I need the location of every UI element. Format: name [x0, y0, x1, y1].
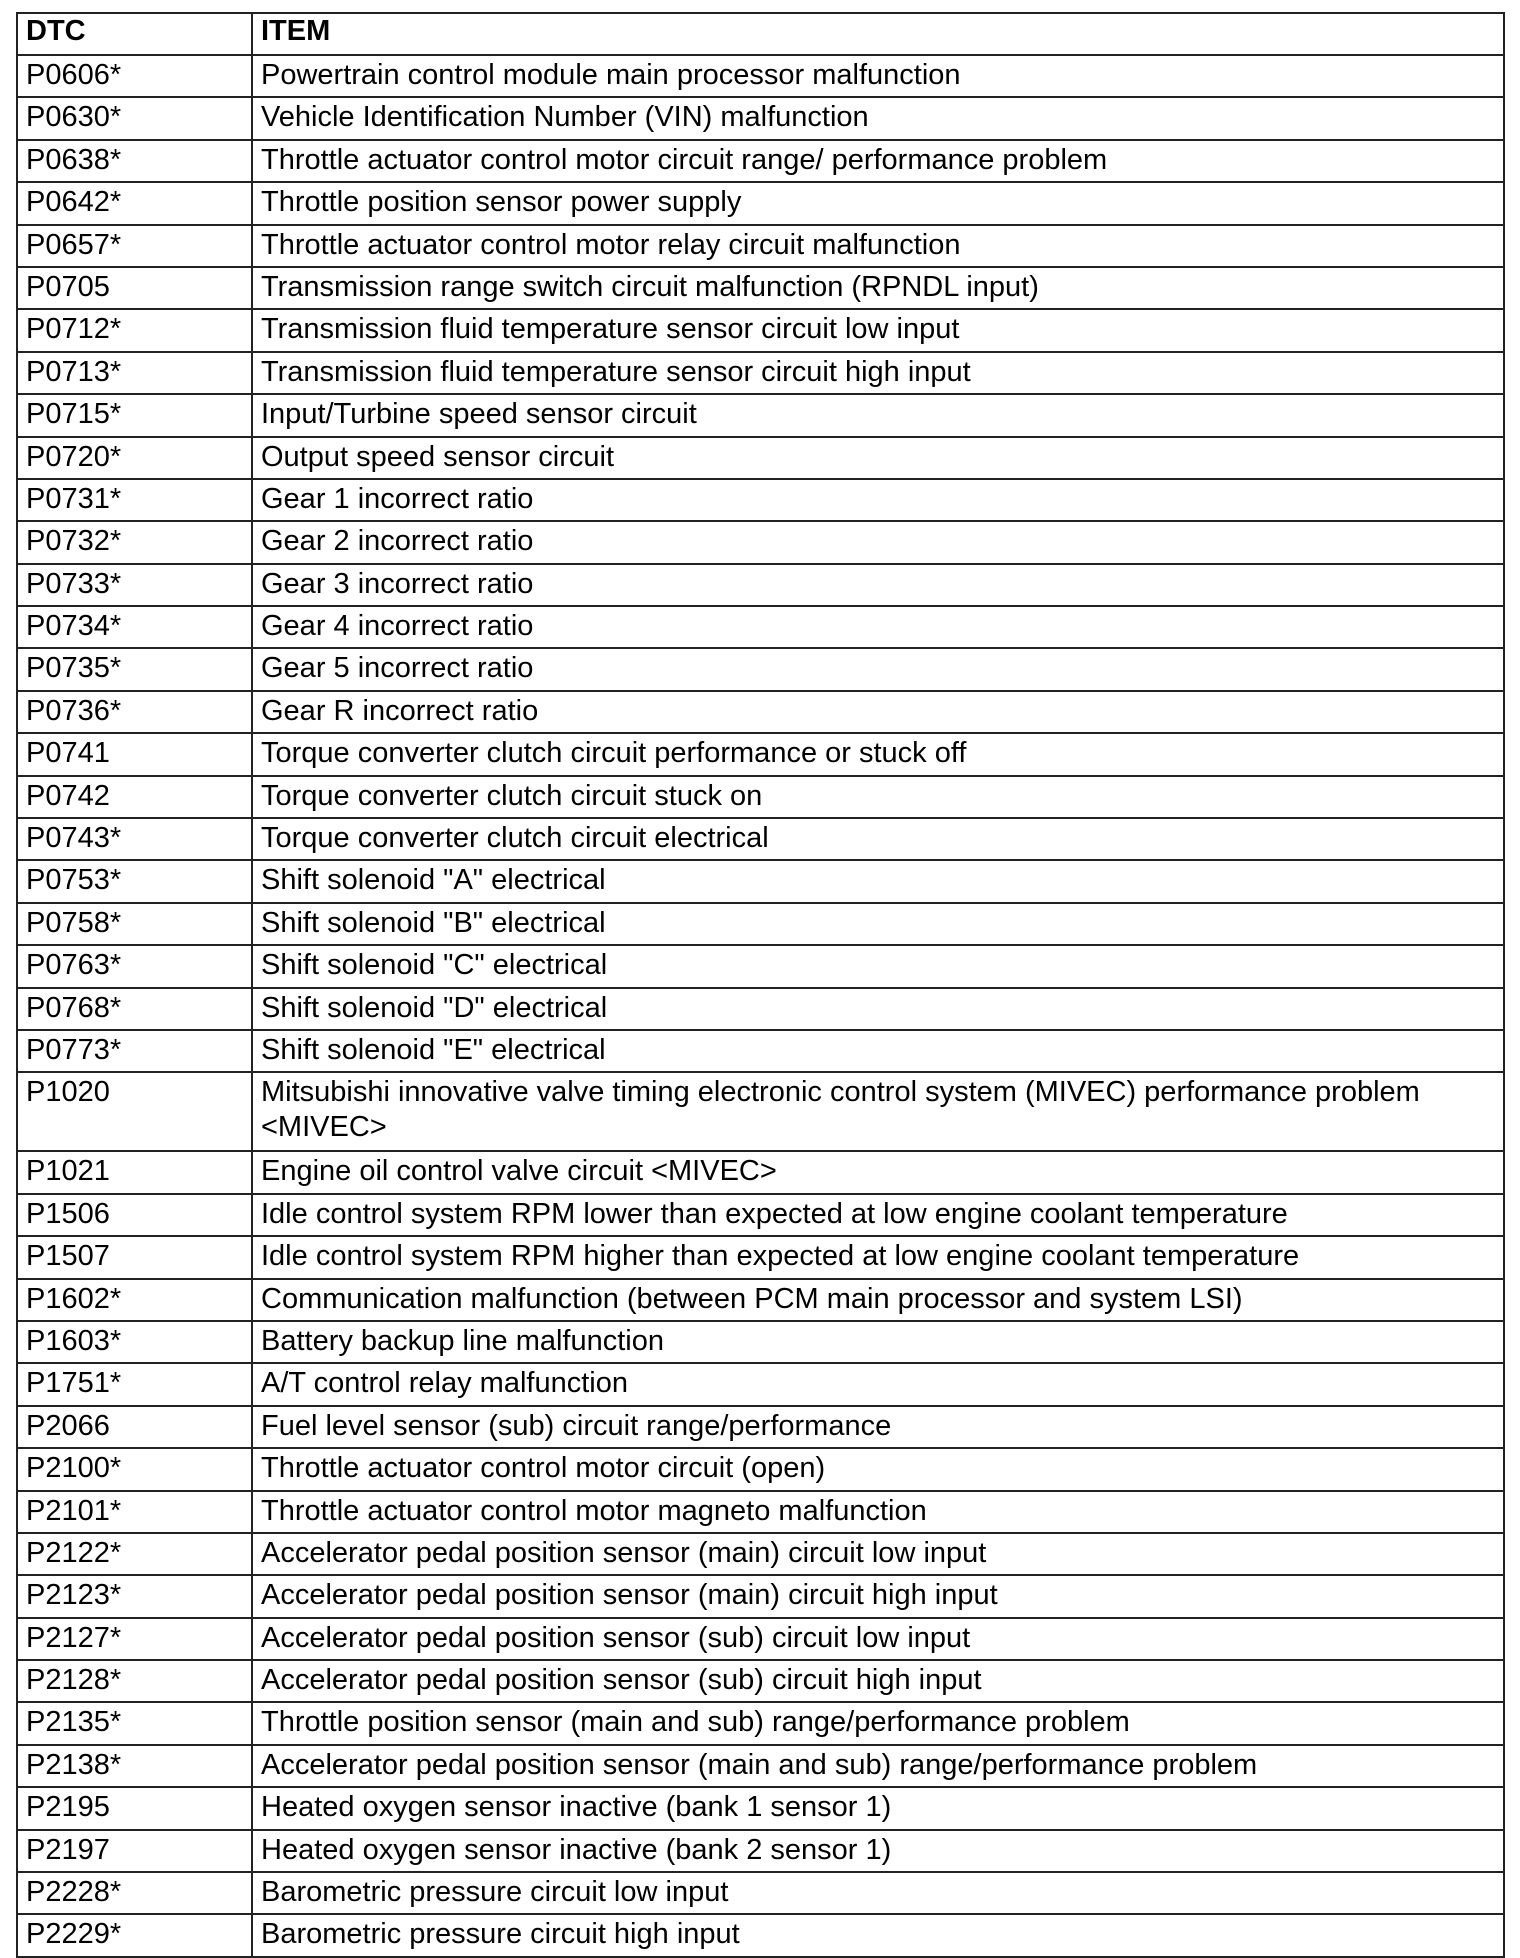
dtc-code-cell: P1506: [17, 1194, 252, 1236]
dtc-code-cell: P1602*: [17, 1279, 252, 1321]
dtc-item-cell: Shift solenoid "D" electrical: [252, 988, 1504, 1030]
dtc-item-cell: Mitsubishi innovative valve timing electronic control system (MIVEC) performance problem <MIVEC>: [252, 1072, 1504, 1151]
table-row: [17, 1914, 1504, 1956]
dtc-code-cell: P0763*: [17, 945, 252, 987]
dtc-code-cell: P0712*: [17, 309, 252, 351]
table-row: [17, 521, 1504, 563]
table-row: [17, 1872, 1504, 1914]
dtc-item-cell: Gear 4 incorrect ratio: [252, 606, 1504, 648]
table-row: [17, 97, 1504, 139]
dtc-code-cell: P0736*: [17, 691, 252, 733]
dtc-item-cell: Throttle position sensor (main and sub) range/performance problem: [252, 1702, 1504, 1744]
dtc-code-cell: P0753*: [17, 860, 252, 902]
dtc-item-cell: Idle control system RPM higher than expected at low engine coolant temperature: [252, 1236, 1504, 1278]
dtc-code-cell: P1021: [17, 1151, 252, 1193]
table-row: [17, 776, 1504, 818]
dtc-item-cell: Powertrain control module main processor malfunction: [252, 55, 1504, 97]
dtc-item-cell: Throttle actuator control motor circuit (open): [252, 1448, 1504, 1490]
table-row: [17, 182, 1504, 224]
dtc-code-cell: P2122*: [17, 1533, 252, 1575]
dtc-code-cell: P0731*: [17, 479, 252, 521]
dtc-code-cell: P0705: [17, 267, 252, 309]
table-row: [17, 1448, 1504, 1490]
dtc-item-cell: Idle control system RPM lower than expected at low engine coolant temperature: [252, 1194, 1504, 1236]
dtc-item-cell: Throttle actuator control motor circuit range/ performance problem: [252, 140, 1504, 182]
dtc-item-cell: Heated oxygen sensor inactive (bank 2 sensor 1): [252, 1830, 1504, 1872]
dtc-code-cell: P0715*: [17, 394, 252, 436]
dtc-code-cell: P0741: [17, 733, 252, 775]
dtc-code-cell: P1507: [17, 1236, 252, 1278]
dtc-code-cell: P2138*: [17, 1745, 252, 1787]
dtc-item-cell: Communication malfunction (between PCM main processor and system LSI): [252, 1279, 1504, 1321]
dtc-item-cell: Gear 1 incorrect ratio: [252, 479, 1504, 521]
dtc-code-cell: P0606*: [17, 55, 252, 97]
dtc-item-cell: Accelerator pedal position sensor (main and sub) range/performance problem: [252, 1745, 1504, 1787]
dtc-item-cell: Transmission range switch circuit malfunction (RPNDL input): [252, 267, 1504, 309]
dtc-item-cell: Shift solenoid "B" electrical: [252, 903, 1504, 945]
dtc-item-cell: Shift solenoid "E" electrical: [252, 1030, 1504, 1072]
table-row: [17, 860, 1504, 902]
table-row: [17, 1072, 1504, 1151]
table-row: [17, 1406, 1504, 1448]
dtc-code-cell: P2100*: [17, 1448, 252, 1490]
dtc-item-cell: Torque converter clutch circuit performance or stuck off: [252, 733, 1504, 775]
dtc-code-cell: P2101*: [17, 1491, 252, 1533]
table-row: [17, 1533, 1504, 1575]
dtc-item-cell: Output speed sensor circuit: [252, 437, 1504, 479]
dtc-item-cell: Barometric pressure circuit high input: [252, 1914, 1504, 1956]
dtc-code-cell: P0735*: [17, 648, 252, 690]
table-row: [17, 1660, 1504, 1702]
dtc-item-cell: Gear 3 incorrect ratio: [252, 564, 1504, 606]
table-row: [17, 1151, 1504, 1193]
table-body: [17, 55, 1504, 1957]
dtc-item-cell: Shift solenoid "C" electrical: [252, 945, 1504, 987]
table-row: [17, 691, 1504, 733]
dtc-code-cell: P1603*: [17, 1321, 252, 1363]
table-row: [17, 1491, 1504, 1533]
header-item: ITEM: [252, 13, 1504, 55]
dtc-item-cell: Engine oil control valve circuit <MIVEC>: [252, 1151, 1504, 1193]
dtc-item-cell: Transmission fluid temperature sensor circuit low input: [252, 309, 1504, 351]
dtc-code-cell: P0742: [17, 776, 252, 818]
table-row: [17, 648, 1504, 690]
table-row: [17, 352, 1504, 394]
dtc-code-cell: P2123*: [17, 1575, 252, 1617]
dtc-item-cell: Throttle actuator control motor magneto malfunction: [252, 1491, 1504, 1533]
table-header-row: [17, 13, 1504, 55]
table-row: [17, 988, 1504, 1030]
table-row: [17, 1575, 1504, 1617]
dtc-item-cell: Torque converter clutch circuit electrical: [252, 818, 1504, 860]
dtc-item-cell: Throttle position sensor power supply: [252, 182, 1504, 224]
dtc-item-cell: Torque converter clutch circuit stuck on: [252, 776, 1504, 818]
table-row: [17, 903, 1504, 945]
dtc-code-cell: P0773*: [17, 1030, 252, 1072]
dtc-item-cell: Accelerator pedal position sensor (main) circuit low input: [252, 1533, 1504, 1575]
dtc-item-cell: Gear R incorrect ratio: [252, 691, 1504, 733]
dtc-item-cell: Heated oxygen sensor inactive (bank 1 sensor 1): [252, 1787, 1504, 1829]
dtc-code-cell: P2135*: [17, 1702, 252, 1744]
header-dtc: DTC: [17, 13, 252, 55]
dtc-code-cell: P1020: [17, 1072, 252, 1151]
dtc-code-cell: P0768*: [17, 988, 252, 1030]
dtc-code-cell: P0713*: [17, 352, 252, 394]
dtc-code-cell: P0642*: [17, 182, 252, 224]
dtc-item-cell: A/T control relay malfunction: [252, 1363, 1504, 1405]
dtc-code-cell: P0734*: [17, 606, 252, 648]
dtc-code-cell: P2229*: [17, 1914, 252, 1956]
dtc-code-cell: P0733*: [17, 564, 252, 606]
dtc-item-cell: Accelerator pedal position sensor (sub) circuit high input: [252, 1660, 1504, 1702]
dtc-code-cell: P2128*: [17, 1660, 252, 1702]
table-row: [17, 1279, 1504, 1321]
table-row: [17, 309, 1504, 351]
table-row: [17, 225, 1504, 267]
table-row: [17, 1321, 1504, 1363]
dtc-code-cell: P0720*: [17, 437, 252, 479]
dtc-item-cell: Input/Turbine speed sensor circuit: [252, 394, 1504, 436]
table-row: [17, 394, 1504, 436]
dtc-item-cell: Accelerator pedal position sensor (sub) circuit low input: [252, 1618, 1504, 1660]
dtc-code-cell: P0743*: [17, 818, 252, 860]
dtc-code-cell: P0630*: [17, 97, 252, 139]
dtc-item-cell: Vehicle Identification Number (VIN) malfunction: [252, 97, 1504, 139]
dtc-item-cell: Gear 2 incorrect ratio: [252, 521, 1504, 563]
table-row: [17, 1830, 1504, 1872]
table-row: [17, 55, 1504, 97]
table-row: [17, 479, 1504, 521]
dtc-code-cell: P2066: [17, 1406, 252, 1448]
dtc-table: [16, 12, 1505, 1958]
table-row: [17, 1618, 1504, 1660]
table-row: [17, 818, 1504, 860]
table-row: [17, 140, 1504, 182]
table-row: [17, 733, 1504, 775]
table-row: [17, 1363, 1504, 1405]
table-row: [17, 945, 1504, 987]
dtc-code-cell: P0638*: [17, 140, 252, 182]
dtc-code-cell: P2127*: [17, 1618, 252, 1660]
table-row: [17, 1194, 1504, 1236]
dtc-item-cell: Throttle actuator control motor relay circuit malfunction: [252, 225, 1504, 267]
table-row: [17, 267, 1504, 309]
dtc-code-cell: P2228*: [17, 1872, 252, 1914]
dtc-code-cell: P2195: [17, 1787, 252, 1829]
table-row: [17, 564, 1504, 606]
table-row: [17, 1787, 1504, 1829]
table-row: [17, 1030, 1504, 1072]
dtc-code-cell: P1751*: [17, 1363, 252, 1405]
dtc-item-cell: Fuel level sensor (sub) circuit range/performance: [252, 1406, 1504, 1448]
table-row: [17, 1745, 1504, 1787]
dtc-code-cell: P2197: [17, 1830, 252, 1872]
table-row: [17, 1702, 1504, 1744]
table-row: [17, 437, 1504, 479]
dtc-code-cell: P0758*: [17, 903, 252, 945]
dtc-item-cell: Barometric pressure circuit low input: [252, 1872, 1504, 1914]
dtc-item-cell: Battery backup line malfunction: [252, 1321, 1504, 1363]
dtc-item-cell: Gear 5 incorrect ratio: [252, 648, 1504, 690]
dtc-item-cell: Accelerator pedal position sensor (main) circuit high input: [252, 1575, 1504, 1617]
dtc-item-cell: Shift solenoid "A" electrical: [252, 860, 1504, 902]
dtc-code-cell: P0657*: [17, 225, 252, 267]
table-row: [17, 606, 1504, 648]
table-row: [17, 1236, 1504, 1278]
dtc-code-cell: P0732*: [17, 521, 252, 563]
dtc-item-cell: Transmission fluid temperature sensor circuit high input: [252, 352, 1504, 394]
